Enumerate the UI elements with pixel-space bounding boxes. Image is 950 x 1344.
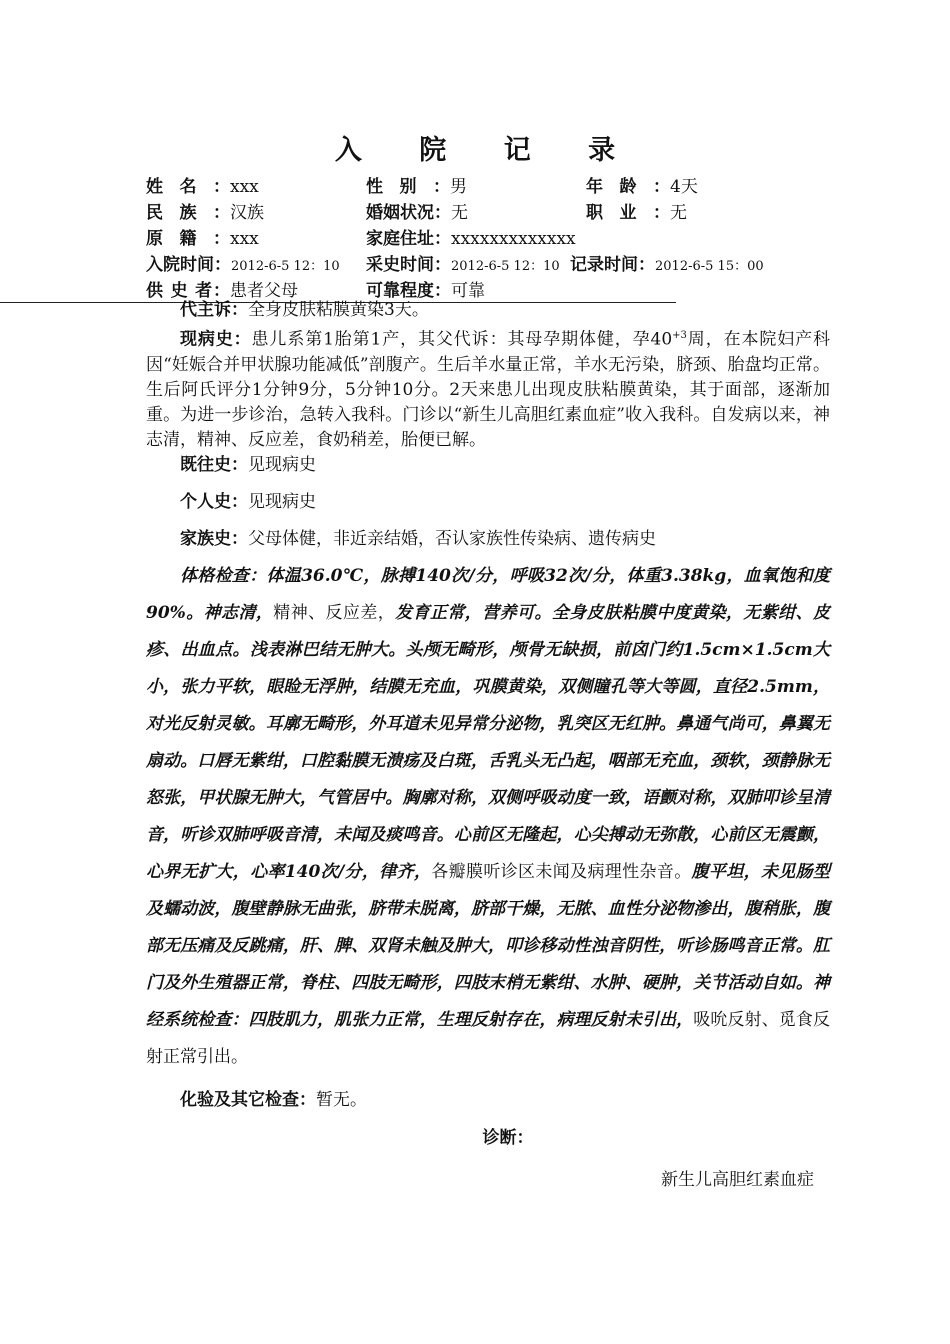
ethnicity-value: 汉族 [230, 203, 264, 223]
sex-label: 性别： [366, 177, 450, 197]
admit-time-label: 入院时间： [146, 255, 231, 275]
past-label: 既往史： [180, 454, 248, 475]
exam-text-d: 各瓣膜听诊区未闻及病理性杂音。 [431, 861, 692, 882]
reliability-label: 可靠程度： [366, 281, 451, 301]
past-history [146, 453, 830, 478]
family-label: 家族史： [180, 528, 248, 549]
marital-label: 婚姻状况： [366, 203, 451, 223]
record-body [146, 298, 830, 1193]
history-time-label: 采史时间： [366, 255, 451, 275]
patient-info [146, 174, 846, 304]
history-time-value: 2012-6-5 12：10 [451, 259, 560, 274]
lab-text: 暂无。 [316, 1089, 367, 1110]
provider-value: 患者父母 [230, 281, 298, 301]
name-value: xxx [230, 177, 259, 197]
age-value: 4天 [670, 177, 698, 197]
personal-history [146, 490, 830, 515]
origin-label: 原籍： [146, 229, 230, 249]
age-label: 年龄： [586, 177, 670, 197]
complaint-label: 代主诉： [180, 300, 248, 320]
lab-tests [146, 1088, 830, 1113]
personal-label: 个人史： [180, 491, 248, 512]
present-text-2: 周，在本院妇产科因“妊娠合并甲状腺功能减低”剖腹产。生后羊水量正常，羊水无污染，脐颈、胎盘均正常。生后阿氏评分1分钟9分，5分钟10分。2天来患儿出现皮肤粘膜黄染，其于面部，逐渐加重。为进一步诊治，急转入我科。门诊以“新生儿高胆红素血症”收入我科。自发病以来，神志清，精神、反应差，食奶稍差，胎便已解。 [146, 329, 831, 450]
record-time-label: 记录时间： [570, 255, 655, 275]
exam-text-c: 发育正常，营养可。全身皮肤粘膜中度黄染，无紫绀、皮疹、出血点。浅表淋巴结无肿大。头颅无畸形，颅骨无缺损，前囟门约1.5cm×1.5cm大小，张力平软，眼睑无浮肿，结膜无充血，巩膜黄染，双侧瞳孔等大等圆，直径2.5mm，对光反射灵敏。耳廓无畸形，外耳道未见异常分泌物，乳突区无红肿。鼻通气尚可，鼻翼无扇动。口唇无紫绀，口腔黏膜无溃疡及白斑，舌乳头无凸起，咽部无充血，颈软，颈静脉无怒张，甲状腺无肿大，气管居中。胸廓对称，双侧呼吸动度一致，语颤对称，双肺叩诊呈清音，听诊双肺呼吸音清，未闻及痰鸣音。心前区无隆起，心尖搏动无弥散，心前区无震颤，心界无扩大，心率140次/分，律齐， [146, 602, 831, 882]
record-time-value: 2012-6-5 15：00 [655, 259, 764, 274]
present-text-1: 患儿系第1胎第1产，其父代诉：其母孕期体健，孕40 [251, 329, 673, 350]
reliability-value: 可靠 [451, 281, 485, 301]
info-row-1 [146, 174, 846, 200]
marital-value: 无 [451, 203, 468, 223]
diagnosis-text: 新生儿高胆红素血症 [661, 1169, 814, 1190]
present-illness [146, 323, 830, 453]
family-text: 父母体健，非近亲结婚，否认家族性传染病、遗传病史 [248, 528, 656, 549]
sex-value: 男 [450, 177, 467, 197]
exam-text-f: 吸吮反射、觅食反射正常引出。 [146, 1009, 830, 1067]
exam-text-a: 体温36.0℃，脉搏140次/分，呼吸32次/分，体重3.38kg，血氧饱和度90%。神志清， [146, 565, 830, 623]
info-row-2 [146, 200, 846, 226]
info-row-4 [146, 252, 846, 278]
personal-text: 见现病史 [248, 491, 316, 512]
ethnicity-label: 民族： [146, 203, 230, 223]
admit-time-value: 2012-6-5 12：10 [231, 259, 340, 274]
lab-label: 化验及其它检查： [180, 1089, 316, 1110]
address-value: xxxxxxxxxxxxx [451, 229, 576, 249]
diagnosis-heading: 诊断： [482, 1127, 534, 1148]
info-row-3 [146, 226, 846, 252]
physical-exam [146, 558, 830, 1076]
present-superscript: +3 [672, 330, 687, 341]
address-label: 家庭住址： [366, 229, 451, 249]
chief-complaint [146, 298, 830, 323]
exam-label: 体格检查： [180, 565, 267, 586]
provider-label: 供 史 者： [146, 281, 230, 301]
name-label: 姓名： [146, 177, 230, 197]
past-text: 见现病史 [248, 454, 316, 475]
exam-text-b: 精神、反应差， [273, 602, 396, 623]
family-history [146, 527, 830, 552]
present-label: 现病史： [180, 329, 252, 350]
occupation-value: 无 [670, 203, 687, 223]
origin-value: xxx [230, 229, 259, 249]
occupation-label: 职业： [586, 203, 670, 223]
page-title: 入 院 记 录 [334, 135, 640, 166]
exam-text-e: 腹平坦，未见肠型及蠕动波，腹壁静脉无曲张，脐带未脱离，脐部干燥，无脓、血性分泌物渗出，腹稍胀，腹部无压痛及反跳痛，肝、脾、双肾未触及肿大，叩诊移动性浊音阴性，听诊肠鸣音正常。肛门及外生殖器正常，脊柱、四肢无畸形，四肢末梢无紫绀、水肿、硬肿，关节活动自如。神经系统检查：四肢肌力，肌张力正常，生理反射存在，病理反射未引出， [146, 861, 830, 1030]
complaint-text: 全身皮肤粘膜黄染3天。 [248, 300, 429, 320]
